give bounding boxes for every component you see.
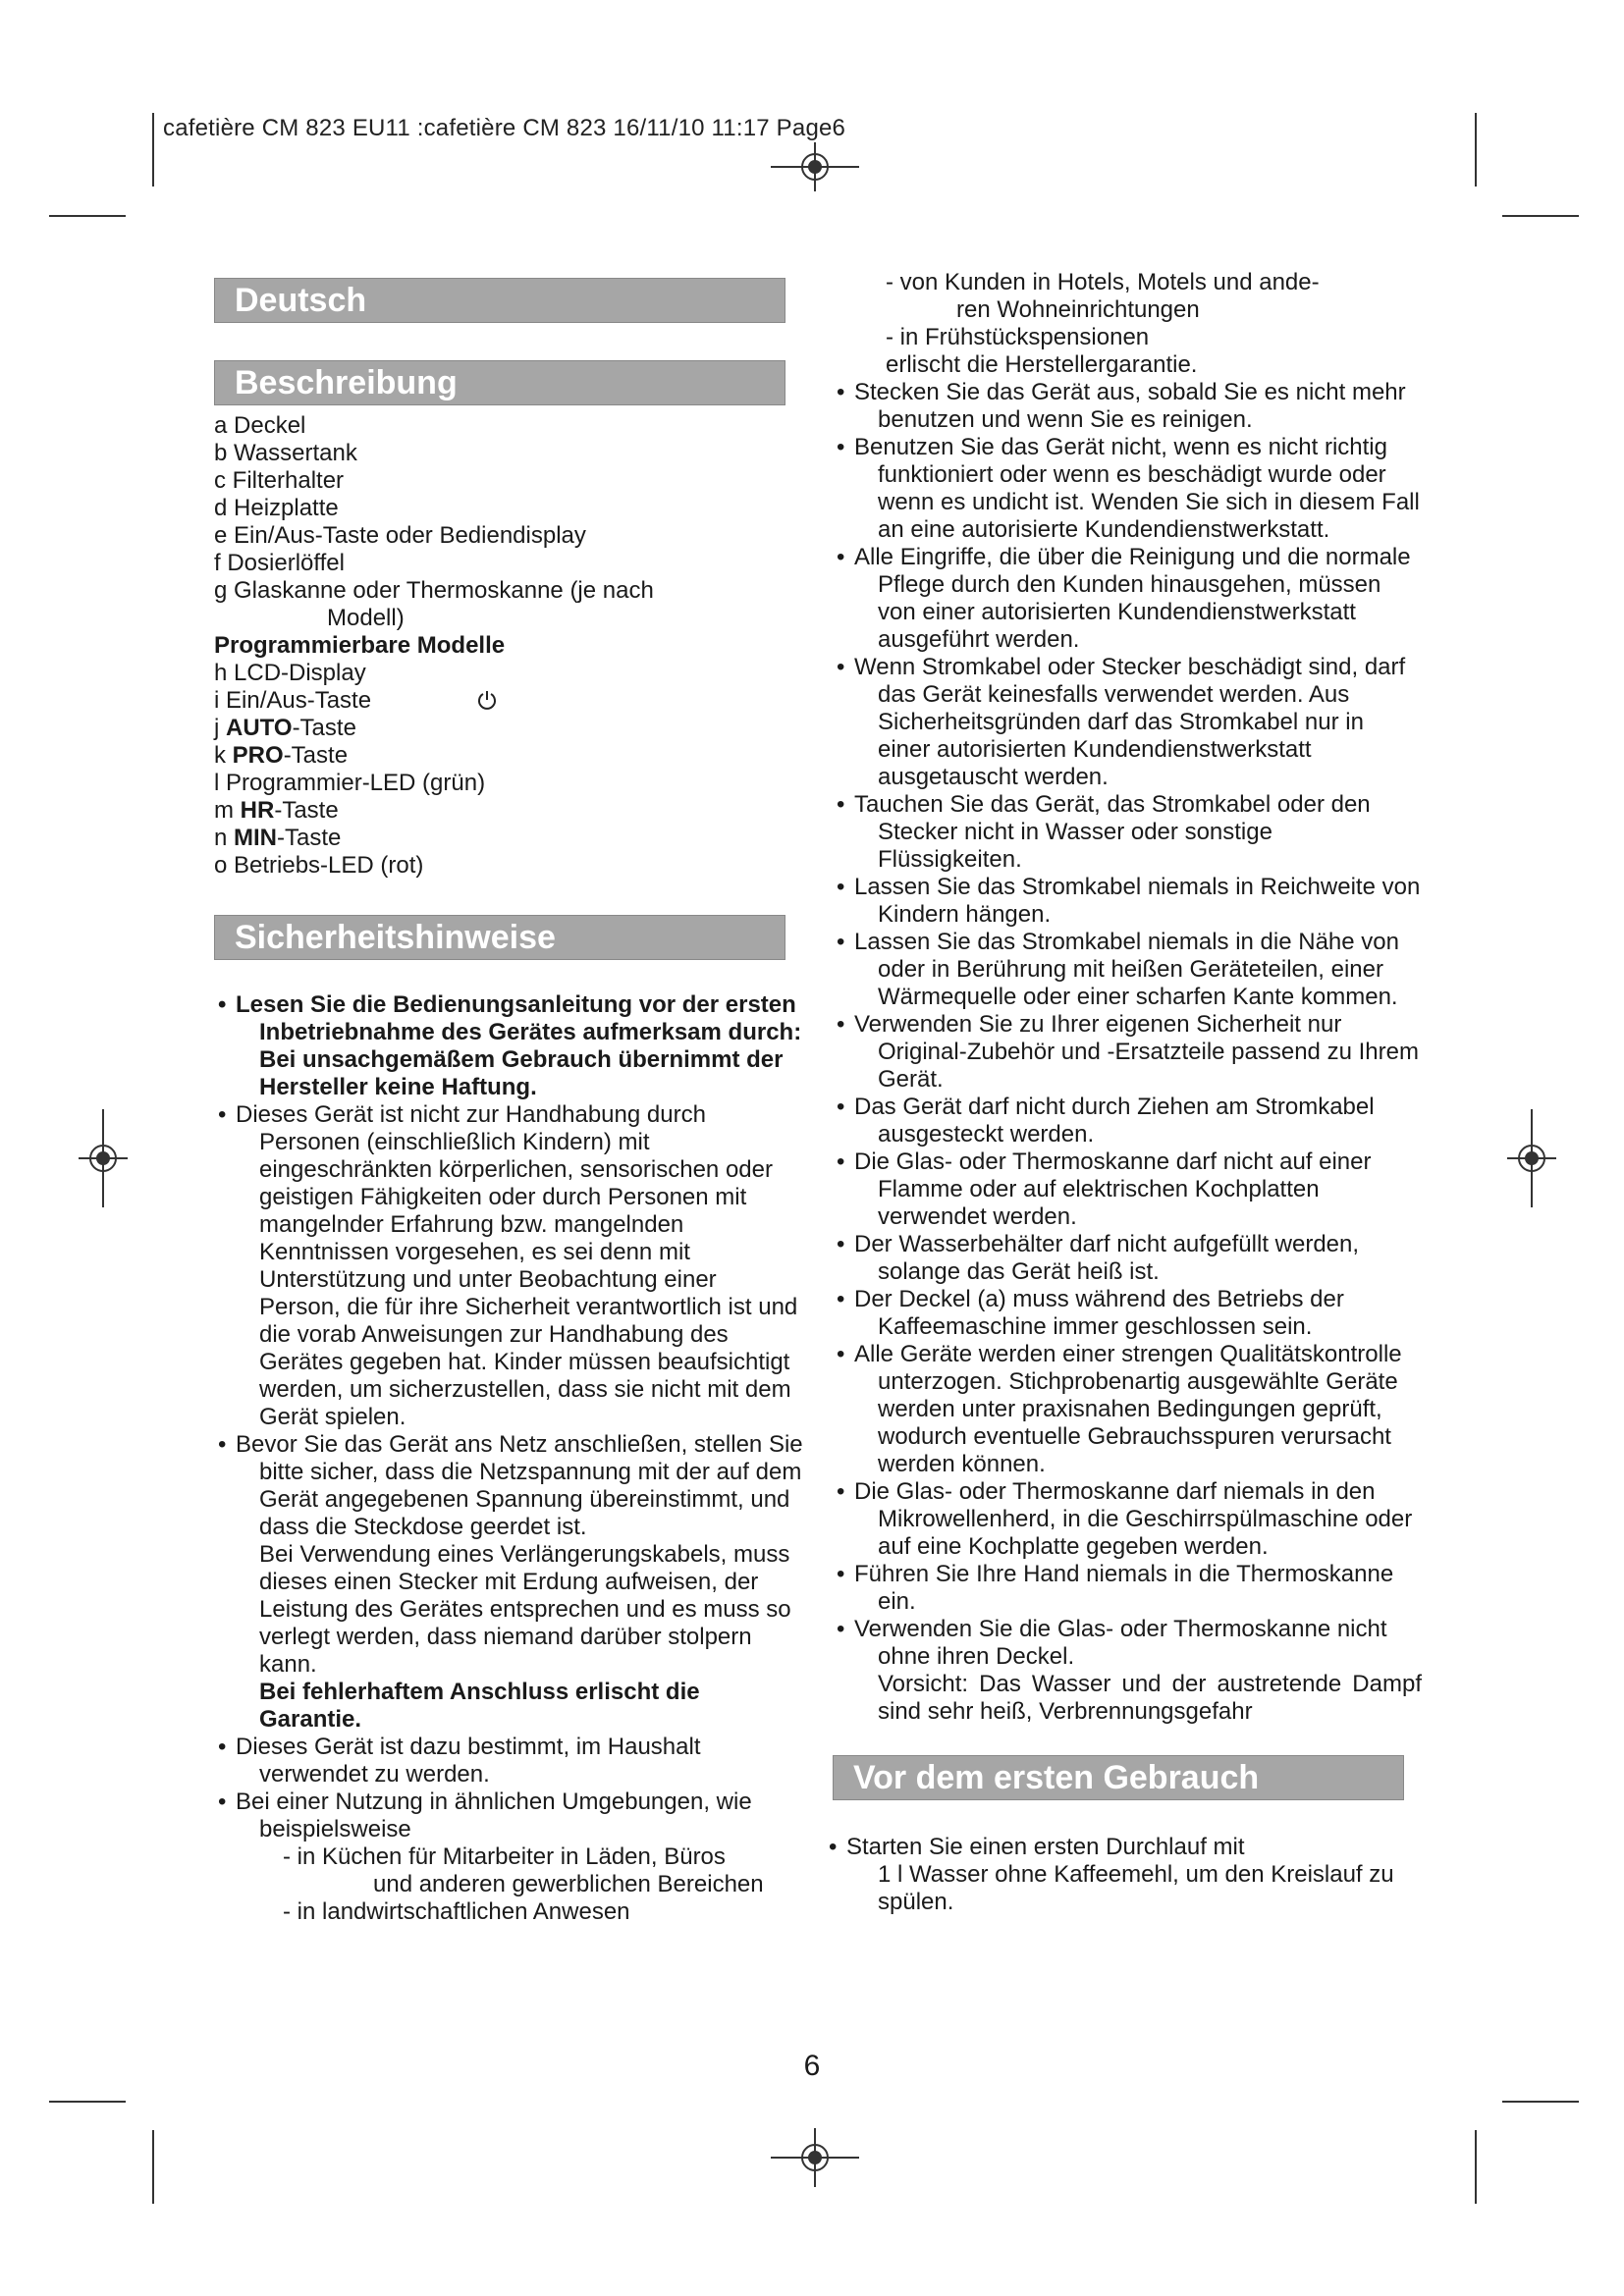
bullet-icon: • [837,1478,845,1505]
list-item [833,544,1422,654]
list-item-text: Alle Geräte werden einer strengen Qualitätskontrolle unterzogen. Stichprobenartig ausgewählte Geräte werden unter praxisnahen Bedingungen geprüft, wodurch eventuelle Gebrauchsspuren verursacht werden können. [854,1341,1402,1477]
list-item [833,1286,1422,1341]
list-item [833,1478,1422,1561]
list-item-text: 1 l Wasser ohne Kaffeemehl, um den Kreislauf zu spülen. [878,1861,1394,1915]
bullet-icon: • [837,434,845,460]
list-item-bold: AUTO [226,715,293,741]
list-item-text: Stecken Sie das Gerät aus, sobald Sie es nicht mehr benutzen und wenn Sie es reinigen. [854,379,1406,433]
list-item-sub: - in landwirtschaftlichen Anwesen [283,1898,630,1925]
list-item-text: Der Wasserbehälter darf nicht aufgefüllt werden, solange das Gerät heiß ist. [854,1231,1360,1285]
bullet-icon: • [837,1231,845,1257]
list-item [833,434,1422,544]
bullet-icon: • [837,1286,845,1312]
bullet-icon: • [218,1101,227,1128]
section-header-deutsch: Deutsch [214,278,785,323]
bullet-icon: • [837,791,845,818]
list-item-text: Lesen Sie die Bedienungsanleitung vor der ersten Inbetriebnahme des Gerätes aufmerksam durch: Bei unsachgemäßem Gebrauch übernimmt der Hersteller keine Haftung. [236,991,802,1100]
bullet-icon: • [837,379,845,405]
list-item-prefix: n [214,825,235,851]
bullet-icon: • [837,1148,845,1175]
list-item-text: Bei Verwendung eines Verlängerungskabels, muss dieses einen Stecker mit Erdung aufweisen, der Leistung des Gerätes entsprechen und es muss so verlegt werden, dass niemand darüber stolpern kann. [259,1541,791,1678]
list-item [833,1231,1422,1286]
list-item-text: Die Glas- oder Thermoskanne darf niemals in den Mikrowellenherd, in die Geschirrspülmaschine oder auf eine Kochplatte gegeben werden. [854,1478,1413,1560]
list-item [833,1011,1422,1094]
list-item-text: Das Gerät darf nicht durch Ziehen am Stromkabel ausgesteckt werden. [854,1094,1375,1148]
list-item [833,929,1422,1011]
list-item: b Wassertank [214,440,357,466]
first-use-list [829,1834,1422,1916]
list-item-text: Bevor Sie das Gerät ans Netz anschließen, stellen Sie bitte sicher, dass die Netzspannung mit der auf dem Gerät angegebenen Spannung übereinstimmt, und dass die Steckdose geerdet ist. [236,1431,803,1540]
crop-mark [49,2101,126,2103]
list-item-text: Benutzen Sie das Gerät nicht, wenn es nicht richtig funktioniert oder wenn es beschädigt wurde oder wenn es undicht ist. Wenden Sie sich in diesem Fall an eine autorisierte Kundendienstwerkstatt. [854,434,1420,543]
list-item [214,1734,803,1789]
list-item-text: Bei fehlerhaftem Anschluss erlischt die Garantie. [259,1679,700,1733]
bullet-icon: • [837,544,845,570]
crop-mark [1502,215,1579,217]
bullet-icon: • [837,1616,845,1642]
bullet-icon: • [837,1011,845,1038]
list-item-bold: MIN [234,825,278,851]
registration-mark-icon [79,1109,128,1207]
bullet-icon: • [837,1341,845,1367]
list-item: h LCD-Display [214,660,366,686]
list-item [829,1834,1422,1916]
list-item-text: Starten Sie einen ersten Durchlauf mit [846,1834,1245,1860]
list-item [214,1789,803,1926]
list-item-text: Verwenden Sie zu Ihrer eigenen Sicherheit nur Original-Zubehör und -Ersatzteile passend zu Ihrem Gerät. [854,1011,1419,1093]
list-item [214,742,803,770]
list-item: g Glaskanne oder Thermoskanne (je nach [214,577,654,604]
continuation-text [833,269,1422,379]
list-item: o Betriebs-LED (rot) [214,852,424,879]
power-icon [476,689,498,711]
list-item-bold: HR [240,797,275,824]
list-item-text: Die Glas- oder Thermoskanne darf nicht auf einer Flamme oder auf elektrischen Kochplatten verwendet werden. [854,1148,1372,1230]
bullet-icon: • [837,874,845,900]
safety-list [214,991,803,1926]
list-item-prefix: j [214,715,226,741]
section-header-first-use: Vor dem ersten Gebrauch [833,1755,1404,1800]
list-item [833,1094,1422,1148]
list-item [214,687,803,715]
programmable-models-heading: Programmierbare Modelle [214,632,506,659]
list-item-text: Lassen Sie das Stromkabel niemals in Reichweite von Kindern hängen. [854,874,1421,928]
list-item-text: Alle Eingriffe, die über die Reinigung und die normale Pflege durch den Kunden hinausgehen, müssen von einer autorisierten Kundendienstwerkstatt ausgeführt werden. [854,544,1411,653]
list-item [214,991,803,1101]
list-item-text: Dieses Gerät ist dazu bestimmt, im Haushalt verwendet zu werden. [236,1734,701,1788]
list-item-text: Verwenden Sie die Glas- oder Thermoskanne nicht ohne ihren Deckel. [854,1616,1387,1670]
list-item: l Programmier-LED (grün) [214,770,486,796]
registration-mark-icon [771,142,859,191]
bullet-icon: • [837,1094,845,1120]
registration-mark-icon [1507,1109,1556,1207]
bullet-icon: • [837,1561,845,1587]
bullet-icon: • [829,1834,838,1860]
list-item [214,715,803,742]
list-item-sub: und anderen gewerblichen Bereichen [373,1871,764,1897]
list-item: d Heizplatte [214,495,339,521]
page-number: 6 [803,2050,821,2082]
list-item [833,654,1422,791]
list-item: e Ein/Aus-Taste oder Bediendisplay [214,522,586,549]
list-item [833,379,1422,434]
list-item [833,1561,1422,1616]
parts-list [214,412,803,880]
list-item [214,1431,803,1734]
list-item-text: Bei einer Nutzung in ähnlichen Umgebungen, wie beispielsweise [236,1789,752,1842]
list-item: a Deckel [214,412,306,439]
list-item-label: i Ein/Aus-Taste [214,687,372,714]
crop-mark [1475,113,1477,187]
list-item-suffix: -Taste [283,742,349,769]
continuation-line: - von Kunden in Hotels, Motels und ande- [886,269,1320,295]
bullet-icon: • [218,991,227,1018]
bullet-icon: • [218,1431,227,1458]
bullet-icon: • [218,1789,227,1815]
list-item [833,1341,1422,1478]
crop-mark [152,2130,154,2204]
list-item-suffix: -Taste [292,715,356,741]
list-item-text: Dieses Gerät ist nicht zur Handhabung durch Personen (einschließlich Kindern) mit eingeschränkten körperlichen, sensorischen oder geistigen Fähigkeiten oder durch Personen mit mangelnder Erfahrung bzw. mangelnden Kenntnissen vorgesehen, es sei denn mit Unterstützung und unter Beobachtung einer Person, die für ihre Sicherheit verantwortlich ist und die vorab Anweisungen zur Handhabung des Gerätes gegeben hat. Kinder müssen beaufsichtigt werden, um sicherzustellen, dass sie nicht mit dem Gerät spielen. [236,1101,798,1430]
list-item: f Dosierlöffel [214,550,345,576]
list-item-suffix: -Taste [274,797,339,824]
list-item-bold: PRO [232,742,284,769]
list-item-sub: - in Küchen für Mitarbeiter in Läden, Büros [283,1843,726,1870]
crop-mark [1475,2130,1477,2204]
registration-mark-icon [771,2128,859,2187]
section-header-safety: Sicherheitshinweise [214,915,785,960]
safety-list-continued [833,379,1422,1726]
continuation-line: - in Frühstückspensionen [886,324,1150,350]
list-item [833,791,1422,874]
list-item-suffix: -Taste [277,825,342,851]
list-item [214,825,803,852]
list-item-continuation: Modell) [327,605,405,631]
right-column [829,269,1422,1916]
list-item-text: Lassen Sie das Stromkabel niemals in die Nähe von oder in Berührung mit heißen Geräteteilen, einer Wärmequelle oder einer scharfen Kante kommen. [854,929,1399,1010]
bullet-icon: • [837,654,845,680]
list-item [833,1148,1422,1231]
list-item-prefix: m [214,797,241,824]
crop-mark [152,113,154,187]
bullet-icon: • [218,1734,227,1760]
print-header: cafetière CM 823 EU11 :cafetière CM 823 16/11/10 11:17 Page6 [163,115,846,141]
caution-text: Vorsicht: Das Wasser und der austretende Dampf sind sehr heiß, Verbrennungsgefahr [878,1671,1422,1725]
list-item-prefix: k [214,742,233,769]
crop-mark [49,215,126,217]
left-column [214,278,803,1926]
list-item: c Filterhalter [214,467,345,494]
list-item [833,1616,1422,1726]
continuation-line: ren Wohneinrichtungen [956,296,1200,323]
list-item-text: Führen Sie Ihre Hand niemals in die Thermoskanne ein. [854,1561,1394,1615]
continuation-line: erlischt die Herstellergarantie. [886,351,1198,378]
list-item-text: Tauchen Sie das Gerät, das Stromkabel oder den Stecker nicht in Wasser oder sonstige Flüssigkeiten. [854,791,1371,873]
section-header-beschreibung: Beschreibung [214,360,785,405]
crop-mark [1502,2101,1579,2103]
list-item-text: Der Deckel (a) muss während des Betriebs der Kaffeemaschine immer geschlossen sein. [854,1286,1344,1340]
list-item [214,1101,803,1431]
bullet-icon: • [837,929,845,955]
list-item [833,874,1422,929]
list-item [214,797,803,825]
list-item-text: Wenn Stromkabel oder Stecker beschädigt sind, darf das Gerät keinesfalls verwendet werden. Aus Sicherheitsgründen darf das Stromkabel nur in einer autorisierten Kundendienstwerkstatt ausgetauscht werden. [854,654,1406,790]
